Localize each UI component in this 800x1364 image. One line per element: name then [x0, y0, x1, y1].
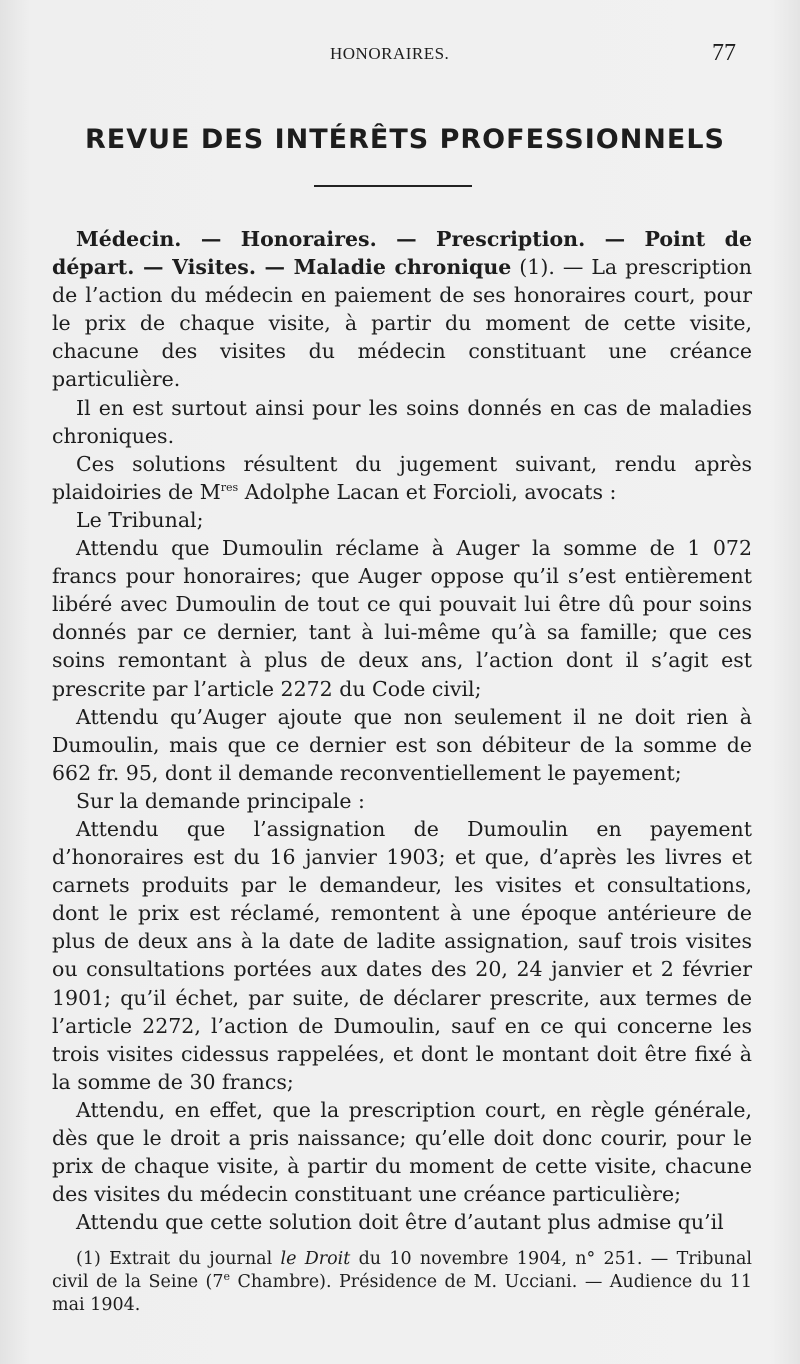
footnote-text-a: (1) Extrait du journal	[76, 1249, 281, 1269]
paragraph-5: Attendu que Dumoulin réclame à Auger la somme de 1 072 francs pour honoraires; que Auger oppose qu’il s’est entièrement libéré avec Dumoulin de tout ce qui pouvait lui être dû pour soins donnés par ce dernier, tant à lui-même qu’à sa famille; que ces soins remontant à plus de deux ans, l’action dont il s’agit est prescrite par l’article 2272 du Code civil;	[52, 536, 752, 701]
running-head	[0, 38, 800, 68]
title-rule	[314, 185, 472, 187]
footnote-text-b: du 10 novembre 1904, n° 251. — Tribunal civil de la Seine (7	[52, 1249, 752, 1292]
paragraph-6: Attendu qu’Auger ajoute que non seulement il ne doit rien à Dumoulin, mais que ce dernier est son débiteur de la somme de 662 fr. 95, dont il demande reconventiellement le payement;	[52, 704, 752, 785]
paragraph-3	[52, 450, 752, 506]
paragraph-1	[52, 225, 752, 394]
paragraph-8: Attendu que l’assignation de Dumoulin en payement d’honoraires est du 16 janvier 1903; et que, d’après les livres et carnets produits par le demandeur, les visites et consultations, dont le prix est réclamé, remontent à une époque antérieure de plus de deux ans à la date de ladite assignation, sauf trois visites ou consultations portées aux dates des 20, 24 janvier et 2 février 1901; qu’il échet, par suite, de déclarer prescrite, aux termes de l’article 2272, l’action de Dumoulin, sauf en ce qui concerne les trois visites cidessus rappelées, et dont le montant doit être fixé à la somme de 30 francs;	[52, 816, 752, 1094]
page-number: 77	[712, 40, 736, 66]
paragraph-3-text-a: Ces solutions résultent du jugement suivant, rendu après plaidoiries de M	[52, 451, 752, 504]
article-body	[52, 225, 752, 1236]
running-title: HONORAIRES.	[330, 44, 450, 63]
paragraph-3-text-b: Adolphe Lacan et Forcioli, avocats :	[238, 479, 617, 504]
footnote	[52, 1248, 752, 1317]
footnote-superscript: e	[223, 1270, 231, 1284]
paragraph-1-text: La prescription de l’action du médecin en paiement de ses honoraires court, pour le prix de chaque visite, à partir du moment de cette visite, chacune des visites du médecin constituant une créance particulière.	[52, 255, 753, 392]
footnote-1	[52, 1248, 752, 1317]
footnote-journal: le Droit	[280, 1249, 351, 1269]
footnote-ref: (1). —	[511, 255, 592, 280]
superscript-res: res	[220, 481, 239, 495]
paragraph-10: Attendu que cette solution doit être d’autant plus admise qu’il	[76, 1210, 724, 1235]
paragraph-9: Attendu, en effet, que la prescription court, en règle générale, dès que le droit a pris naissance; qu’elle doit donc courir, pour le prix de chaque visite, à partir du moment de cette visite, chacune des visites du médecin constituant une créance particulière;	[52, 1097, 752, 1207]
paragraph-2: Il en est surtout ainsi pour les soins donnés en cas de maladies chroniques.	[52, 395, 752, 448]
paragraph-7: Sur la demande principale :	[76, 788, 365, 813]
article-lead: Médecin. — Honoraires. — Prescription. — Point de départ. — Visites. — Maladie chronique	[52, 227, 752, 280]
paragraph-4: Le Tribunal;	[76, 507, 204, 532]
section-title: REVUE DES INTÉRÊTS PROFESSIONNELS	[85, 124, 725, 155]
footnote-text-c: Chambre). Présidence de M. Ucciani. — Audience du 11 mai 1904.	[52, 1272, 752, 1315]
